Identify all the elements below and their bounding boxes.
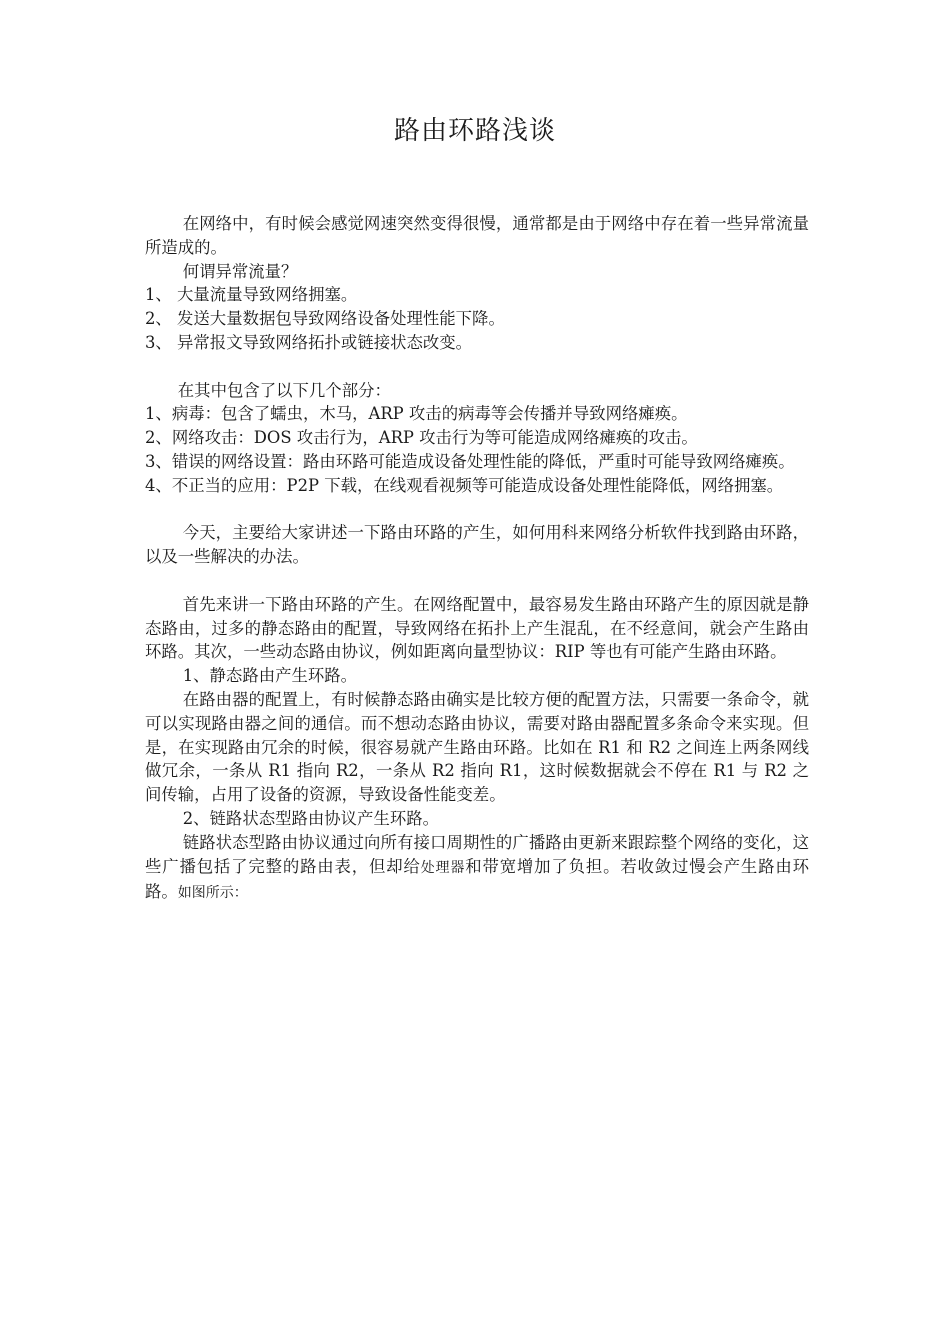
paragraph-question: 何谓异常流量？ — [182, 261, 298, 281]
document-body — [145, 212, 809, 906]
paragraph-intro: 在网络中，有时候会感觉网速突然变得很慢，通常都是由于网络中存在着一些异常流量所造成的。 — [145, 214, 809, 257]
paragraph-today: 今天，主要给大家讲述一下路由环路的产生，如何用科来网络分析软件找到路由环路，以及一些解决的办法。 — [145, 523, 809, 567]
page-title: 路由环路浅谈 — [393, 116, 556, 146]
parts-item-apps: 4、不正当的应用：P2P 下载，在线观看视频等可能造成设备处理性能降低，网络拥塞。 — [145, 475, 784, 495]
list-item-3: 3、 异常报文导致网络拓扑或链接状态改变。 — [145, 332, 473, 352]
paragraph-parts-intro: 在其中包含了以下几个部分： — [177, 380, 391, 400]
parts-item-attack: 2、网络攻击：DOS 攻击行为，ARP 攻击行为等可能造成网络瘫痪的攻击。 — [145, 428, 698, 448]
text-span: 链路状态型路由协议通过向所有接口周期性的广播路由更新来跟踪整个网络的变化，这些广播包括了完整的路由表，但却给 — [145, 832, 809, 876]
text-span: 处理器 — [420, 859, 466, 876]
list-item-1: 1、 大量流量导致网络拥塞。 — [145, 285, 358, 305]
heading-static-routing: 1、静态路由产生环路。 — [182, 666, 358, 686]
paragraph-static-routing: 在路由器的配置上，有时候静态路由确实是比较方便的配置方法，只需要一条命令，就可以实现路由器之间的通信。而不想动态路由协议，需要对路由器配置多条命令来实现。但是，在实现路由冗余的时候，很容易就产生路由环路。比如在 R1 和 R2 之间连上两条网线做冗余，一条从 R1 指向 R2，一条从 R2 指向 R1，这时候数据就会不停在 R1 与 R2 之间传输，占用了设备的资源，导致设备性能变差。 — [145, 689, 809, 805]
text-span: 如图所示： — [177, 885, 248, 902]
paragraph-link-state — [145, 831, 809, 906]
spacer — [145, 569, 809, 593]
spacer — [145, 498, 809, 522]
heading-link-state: 2、链路状态型路由协议产生环路。 — [182, 808, 440, 828]
spacer — [145, 355, 809, 379]
text-span: 和带宽增加了负担。若收敛过慢会产生路由环路。 — [145, 856, 810, 902]
parts-item-virus: 1、病毒：包含了蠕虫，木马，ARP 攻击的病毒等会传播并导致网络瘫痪。 — [145, 404, 688, 424]
paragraph-origin: 首先来讲一下路由环路的产生。在网络配置中，最容易发生路由环路产生的原因就是静态路由，过多的静态路由的配置，导致网络在拓扑上产生混乱，在不经意间，就会产生路由环路。其次，一些动态路由协议，例如距离向量型协议：RIP 等也有可能产生路由环路。 — [145, 594, 809, 662]
parts-item-config: 3、错误的网络设置：路由环路可能造成设备处理性能的降低，严重时可能导致网络瘫痪。 — [145, 451, 795, 471]
list-item-2: 2、 发送大量数据包导致网络设备处理性能下降。 — [145, 309, 505, 329]
